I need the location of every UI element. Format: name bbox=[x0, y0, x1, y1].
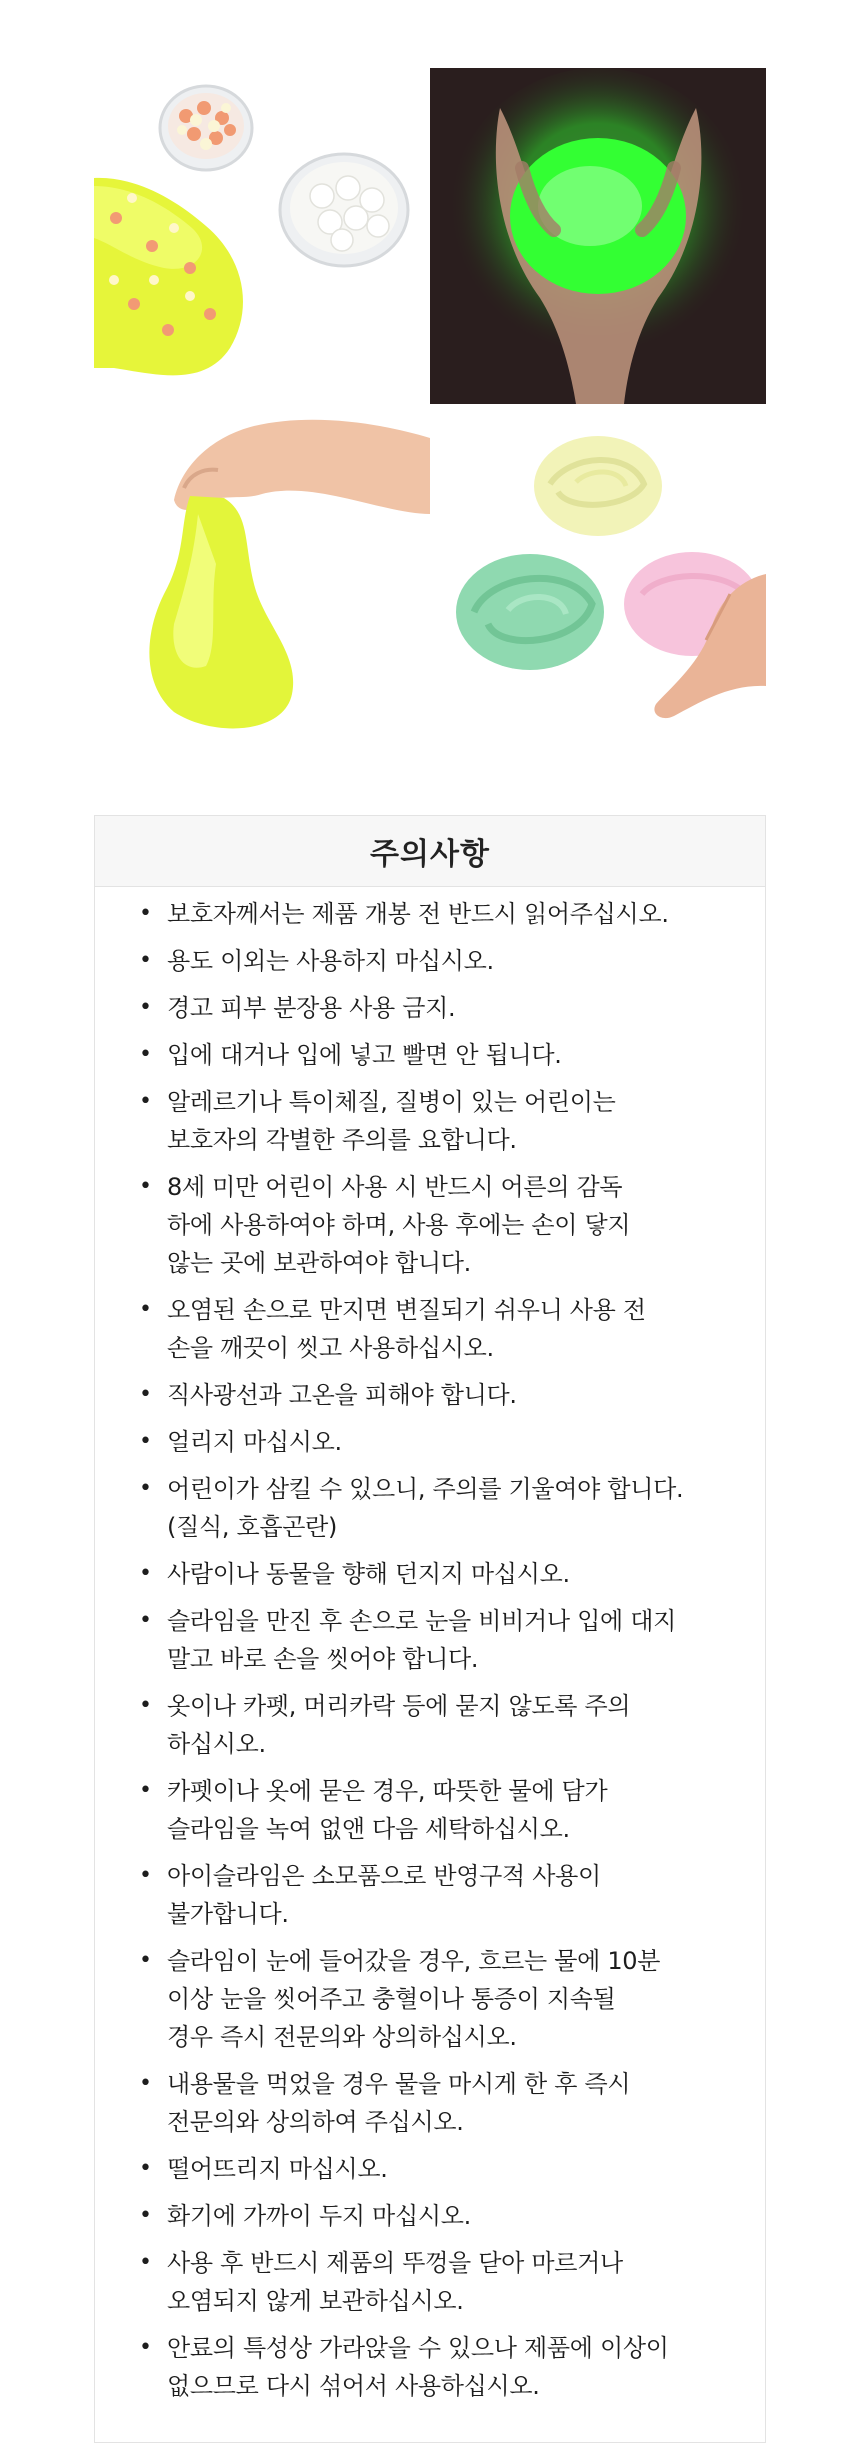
caution-item-text: 보호자께서는 제품 개봉 전 반드시 읽어주십시오. bbox=[167, 900, 669, 928]
caution-list-item bbox=[137, 1470, 725, 1546]
caution-list-item bbox=[137, 1291, 725, 1367]
caution-list-item bbox=[137, 895, 725, 933]
slime-beads-illustration bbox=[94, 68, 430, 404]
photo-glow-slime-hands bbox=[430, 68, 766, 404]
caution-item-text: 내용물을 먹었을 경우 물을 마시게 한 후 즉시 전문의와 상의하여 주십시오. bbox=[167, 2070, 631, 2136]
bullet-dot-icon: • bbox=[139, 1948, 152, 1973]
bullet-dot-icon: • bbox=[139, 1561, 152, 1586]
bullet-dot-icon: • bbox=[139, 1693, 152, 1718]
caution-list-item bbox=[137, 1036, 725, 1074]
caution-item-text: 옷이나 카펫, 머리카락 등에 묻지 않도록 주의 하십시오. bbox=[167, 1692, 631, 1758]
caution-item-text: 입에 대거나 입에 넣고 빨면 안 됩니다. bbox=[167, 1041, 562, 1069]
caution-item-text: 알레르기나 특이체질, 질병이 있는 어린이는 보호자의 각별한 주의를 요합니다. bbox=[167, 1088, 616, 1154]
bullet-dot-icon: • bbox=[139, 2203, 152, 2228]
caution-item-text: 아이슬라임은 소모품으로 반영구적 사용이 불가합니다. bbox=[167, 1862, 601, 1928]
bullet-dot-icon: • bbox=[139, 1382, 152, 1407]
caution-list-item bbox=[137, 1942, 725, 2056]
bullet-dot-icon: • bbox=[139, 1042, 152, 1067]
bullet-dot-icon: • bbox=[139, 1297, 152, 1322]
glow-slime-illustration bbox=[430, 68, 766, 404]
caution-list-item bbox=[137, 1555, 725, 1593]
caution-list-item bbox=[137, 2244, 725, 2320]
bullet-dot-icon: • bbox=[139, 1608, 152, 1633]
caution-list bbox=[95, 895, 765, 2405]
caution-list-item bbox=[137, 1376, 725, 1414]
caution-list-item bbox=[137, 1687, 725, 1763]
photo-slime-with-beads bbox=[94, 68, 430, 404]
caution-item-text: 사람이나 동물을 향해 던지지 마십시오. bbox=[167, 1560, 570, 1588]
caution-list-item bbox=[137, 989, 725, 1027]
bullet-dot-icon: • bbox=[139, 1429, 152, 1454]
caution-item-text: 슬라임을 만진 후 손으로 눈을 비비거나 입에 대지 말고 바로 손을 씻어야 합니다. bbox=[167, 1607, 676, 1673]
caution-item-text: 어린이가 삼킬 수 있으니, 주의를 기울여야 합니다. (질식, 호흡곤란) bbox=[167, 1475, 684, 1541]
bullet-dot-icon: • bbox=[139, 2071, 152, 2096]
caution-notice bbox=[94, 815, 766, 2443]
bullet-dot-icon: • bbox=[139, 1476, 152, 1501]
caution-list-item bbox=[137, 1423, 725, 1461]
caution-item-text: 카펫이나 옷에 묻은 경우, 따뜻한 물에 담가 슬라임을 녹여 없앤 다음 세탁하십시오. bbox=[167, 1777, 608, 1843]
caution-title: 주의사항 bbox=[370, 837, 490, 872]
caution-item-text: 떨어뜨리지 마십시오. bbox=[167, 2155, 388, 2183]
caution-list-item bbox=[137, 942, 725, 980]
bullet-dot-icon: • bbox=[139, 2156, 152, 2181]
bullet-dot-icon: • bbox=[139, 995, 152, 1020]
caution-list-item bbox=[137, 1168, 725, 1282]
bullet-dot-icon: • bbox=[139, 2250, 152, 2275]
caution-list-item bbox=[137, 2065, 725, 2141]
photo-pastel-slimes bbox=[430, 404, 766, 738]
caution-item-text: 용도 이외는 사용하지 마십시오. bbox=[167, 947, 494, 975]
caution-item-text: 직사광선과 고온을 피해야 합니다. bbox=[167, 1381, 517, 1409]
stretch-slime-illustration bbox=[94, 404, 430, 738]
caution-item-text: 안료의 특성상 가라앉을 수 있으나 제품에 이상이 없으므로 다시 섞어서 사용하십시오. bbox=[167, 2334, 669, 2400]
caution-list-item bbox=[137, 1602, 725, 1678]
caution-list-item bbox=[137, 1083, 725, 1159]
bullet-dot-icon: • bbox=[139, 948, 152, 973]
caution-list-item bbox=[137, 1772, 725, 1848]
caution-list-item bbox=[137, 2197, 725, 2235]
caution-header bbox=[95, 816, 765, 887]
bullet-dot-icon: • bbox=[139, 1174, 152, 1199]
caution-list-item bbox=[137, 2329, 725, 2405]
bullet-dot-icon: • bbox=[139, 901, 152, 926]
photo-stretch-slime bbox=[94, 404, 430, 738]
product-photo-grid bbox=[94, 68, 766, 738]
bullet-dot-icon: • bbox=[139, 1778, 152, 1803]
caution-item-text: 8세 미만 어린이 사용 시 반드시 어른의 감독 하에 사용하여야 하며, 사용 후에는 손이 닿지 않는 곳에 보관하여야 합니다. bbox=[167, 1173, 631, 1277]
caution-item-text: 오염된 손으로 만지면 변질되기 쉬우니 사용 전 손을 깨끗이 씻고 사용하십시오. bbox=[167, 1296, 646, 1362]
bullet-dot-icon: • bbox=[139, 2335, 152, 2360]
caution-item-text: 슬라임이 눈에 들어갔을 경우, 흐르는 물에 10분 이상 눈을 씻어주고 충혈이나 통증이 지속될 경우 즉시 전문의와 상의하십시오. bbox=[167, 1947, 661, 2051]
bullet-dot-icon: • bbox=[139, 1089, 152, 1114]
pastel-slimes-illustration bbox=[430, 404, 766, 738]
bullet-dot-icon: • bbox=[139, 1863, 152, 1888]
caution-item-text: 경고 피부 분장용 사용 금지. bbox=[167, 994, 456, 1022]
caution-item-text: 사용 후 반드시 제품의 뚜껑을 닫아 마르거나 오염되지 않게 보관하십시오. bbox=[167, 2249, 623, 2315]
caution-list-item bbox=[137, 2150, 725, 2188]
caution-item-text: 얼리지 마십시오. bbox=[167, 1428, 342, 1456]
caution-item-text: 화기에 가까이 두지 마십시오. bbox=[167, 2202, 471, 2230]
caution-list-item bbox=[137, 1857, 725, 1933]
